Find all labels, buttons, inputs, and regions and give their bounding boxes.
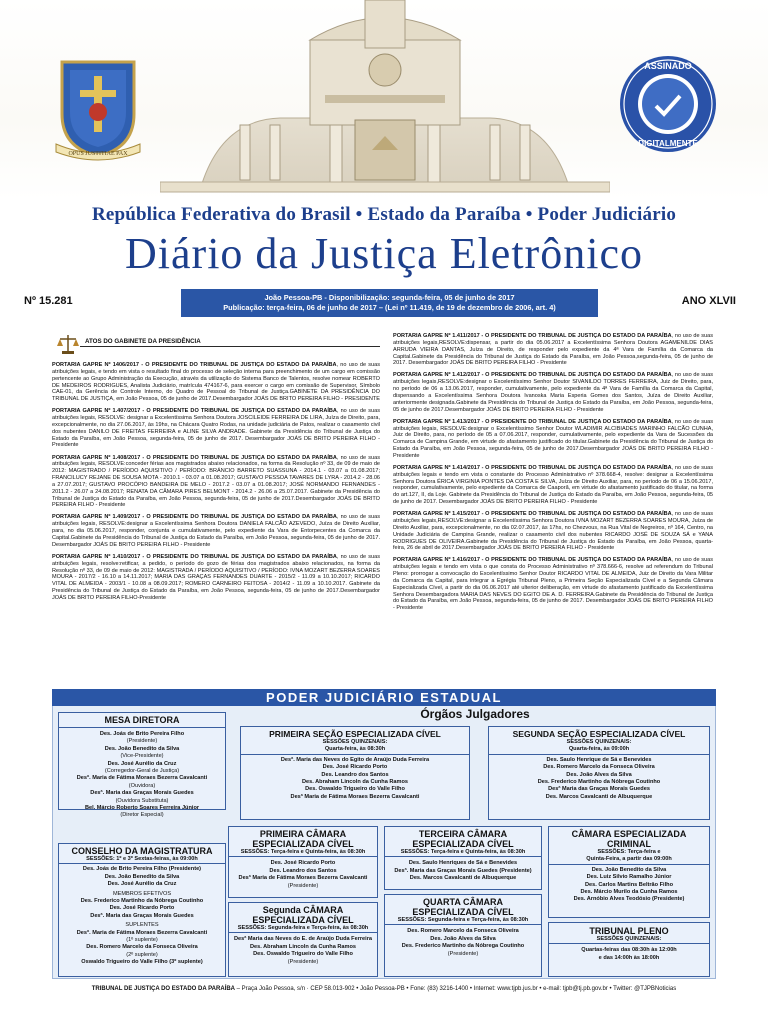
primeira-secao-box: PRIMEIRA SEÇÃO ESPECIALIZADA CÍVEL SESSÕES QUINZENAIS: Quarta-feira, às 08:30h Desª. Maria das Neves do Egito de Araújo Duda Ferreira Des. José Ricardo Porto Des. Leandro dos Santos Des. Abraham Lincoln da Cunha Ramos Des. Oswaldo Trigueiro do Valle Filho Desª Maria de Fátima Moraes Bezerra Cavalcanti [240,726,470,820]
mesa-diretora-box: MESA DIRETORA Des. Joás de Brito Pereira Filho (Presidente) Des. João Benedito da Silva (Vice-Presidente) Des. José Aurélio da Cruz (Corregedor-Geral de Justiça) Desª. Maria de Fátima Moraes Bezerra Cavalcanti (Ouvidora) Desª. Maria das Graças Morais Guedes (Ouvidora Substituta) Bel. Márcio Roberto Soares Ferreira Júnior (Diretor Especial) [58,712,226,810]
terceira-camara-box: TERCEIRA CÂMARA ESPECIALIZADA CÍVEL SESSÕES: Terça-feira e Quinta-feira, às 08:30h Des. Saulo Henriques de Sá e Benevides Desª. Maria das Graças Morais Guedes (Presidente) Des. Marcos Cavalcanti de Albuquerque [384,826,542,890]
issue-line-2: Publicação: terça-feira, 06 de junho de 2017 – (Lei nº 11.419, de 19 de dezembro de 2006, art. 4) [223,302,556,312]
portaria-1410: PORTARIA GAPRE Nº 1.410/2017 - O PRESIDENTE DO TRIBUNAL DE JUSTIÇA DO ESTADO DA PARAÍBA, no uso de suas atribuições legais, resolve:retificar, a pedido, o período do gozo de férias dos magistrados abaixo relacionados, na forma da Resolução nº 33, de 09 de maio de 2012: MAGISTRADA / PERÍODO AQUISITIVO / PERÍODO: IVNA MOZART BEZERRA SOARES MOURA - 2017/2 - 16.10 a 14.11.2017; MARIA DAS GRAÇAS FERNANDES DUARTE - 2015/2 - 11.09 a 10.10.2017; RICARDO VITAL DE ALMEIDA - 2003/1 - 10.08 a 08.09.2017; ROMERO CARNEIRO FEITOSA - 2014/2 - 11.09 a 10.10.2017. Gabinete da Presidência do Tribunal de Justiça do Estado da Paraíba, em João Pessoa, segunda-feira, 05 de junho de 2017.Desembargador JOÁS DE BRITO PEREIRA FILHO-Presidente [52,553,380,601]
portaria-1407: PORTARIA GAPRE Nº 1.407/2017 - O PRESIDENTE DO TRIBUNAL DE JUSTIÇA DO ESTADO DA PARAÍBA, no uso de suas atribuições legais, RESOLVE: designar a Excelentíssima Senhora Doutora JOSCILEIDE FERREIRA DE LIRA, Juíza de Direito, para, excepcionalmente, no dia 27.06.2017, às 19hs, na Chácara Quatro Rodas, na unidade judiciária de Patos, realizar o casamento civil dos nubentes DANILO DE FREITAS FERREIRA e ALINE SILVA ANDRADE. Gabinete da Presidência do Tribunal de Justiça do Estado da Paraíba, em João Pessoa, segunda-feira, 05 de junho de 2017. Desembargador JOÁS DE BRITO PEREIRA FILHO - Presidente [52,408,380,449]
conselho-magistratura-box: CONSELHO DA MAGISTRATURA SESSÕES: 1º e 3º Sextas-feiras, às 09:00h Des. Joás de Brito Pereira Filho (Presidente) Des. João Benedito da Silva Des. José Aurélio da Cruz MEMBROS EFETIVOS Des. Frederico Martinho da Nóbrega Coutinho Des. José Ricardo Porto Desª. Maria das Graças Morais Guedes SUPLENTES Desª. Maria de Fátima Moraes Bezerra Cavalcanti (1º suplente) Des. Romero Marcelo da Fonseca Oliveira (2º suplente) Oswaldo Trigueiro do Valle Filho (3º suplente) [58,843,226,977]
camara-criminal-box: CÂMARA ESPECIALIZADA CRIMINAL SESSÕES: Terça-feira e Quinta-Feira, a partir das 09:00h Des. João Benedito da Silva Des. Luiz Silvio Ramalho Júnior Des. Carlos Martins Beltrão Filho Des. Márcio Murilo da Cunha Ramos Des. Arnóbio Alves Teodósio (Presidente) [548,826,710,918]
digital-signature-seal-icon [618,54,718,154]
seal-top-text: ASSINADO [644,61,692,71]
seal-bottom-text: DIGITALMENTE [638,139,698,148]
republic-line: República Federativa do Brasil • Estado da Paraíba • Poder Judiciário [91,204,677,225]
quarta-camara-box: QUARTA CÂMARA ESPECIALIZADA CÍVEL SESSÕES: Segunda-feira e Terça-feira, às 08:30h Des. Romero Marcelo da Fonseca Oliveira Des. João Alves da Silva Des. Frederico Martinho da Nóbrega Coutinho (Presidente) [384,894,542,977]
portaria-1411: PORTARIA GAPRE Nº 1.411/2017 - O PRESIDENTE DO TRIBUNAL DE JUSTIÇA DO ESTADO DA PARAÍBA, no uso de suas atribuições legais,RESOLVE:dispensar, a partir do dia 05.06.2017 a Excelentíssima Senhora Doutora AGAMENILDE DIAS ARRUDA VIEIRA DANTAS, Juíza de Direito, de responder pelo expediente da 4ª Vara de Família da Comarca da Capital.Gabinete da Presidência do Tribunal de Justiça do Estado da Paraíba, em João Pessoa,segunda-feira, 05 de junho de 2017. Desembargador JOÁS DE BRITO PEREIRA FILHO - Presidente [393,333,713,367]
issue-row [24,289,744,319]
crest-motto: OPUS JUSTITIAE PAX [68,151,128,157]
crest-icon [42,52,154,164]
issue-dates-box [181,289,598,317]
segunda-secao-box: SEGUNDA SEÇÃO ESPECIALIZADA CÍVEL SESSÕES QUINZENAIS: Quarta-feira, às 09:00h Des. Saulo Henrique de Sá e Benevides Des. Romero Marcelo da Fonseca Oliveira Des. João Alves da Silva Des. Frederico Martinho da Nóbrega Coutinho Desª Maria das Graças Morais Guedes Des. Marcos Cavalcanti de Albuquerque [488,726,710,820]
portaria-1413: PORTARIA GAPRE Nº 1.413/2017 - O PRESIDENTE DO TRIBUNAL DE JUSTIÇA DO ESTADO DA PARAÍBA, no uso de suas atribuições legais, RESOLVE:designar o Excelentíssimo Senhor Doutor WLADIMIR ALCIBIADES MARINHO FALCÃO CUNHA, Juiz de Direito, para, no período de 05 a 07.06.2017, responder, cumulativamente, pelo expediente da Vara de Sucessões da Comarca de Campina Grande, em virtude do afastamento justificado do titular.Gabinete da Presidência do Tribunal de Justiça do Estado da Paraíba, em João Pessoa, segunda-feira, 05 de junho de 2017.Desembargador JOÁS DE BRITO PEREIRA FILHO - Presidente [393,418,713,459]
portaria-1408: PORTARIA GAPRE Nº 1.408/2017 - O PRESIDENTE DO TRIBUNAL DE JUSTIÇA DO ESTADO DA PARAÍBA, no uso de suas atribuições legais, RESOLVE:conceder férias aos magistrados abaixo relacionados, na forma da Resolução nº 33, de 09 de maio de 2012: MAGISTRADO / PERÍODO AQUISITIVO / PERÍODO: BRÁNCIO BARRETO SUASSUNA - 2014.1 - 03.07 a 01.08.2017; FRANCILUCY REJANE DE SOUSA MOTA - 2010.1 - 03.07 a 01.08.2017; GUSTAVO PESSOA TAVARES DE LYRA - 2014.2 - 28.06 a 27.07.2017; GUSTAVO PROCÓPIO BANDEIRA DE MELO - 2017.2 - 03.07 a 01.08.2017; JOSÉ NORMANDO FERNANDES - 2011.2 - 26.07 a 24.08.2017; RENATA DA CÂMARA PIRES BELMONT - 2014.2 - 26.06 a 25.07.2017. Gabinete da Presidência do Tribunal de Justiça do Estado da Paraíba, em João Pessoa, segunda-feira, 05 de junho de 2017.Desembargador JOÁS DE BRITO PEREIRA FILHO - Presidente [52,454,380,509]
portaria-1416: PORTARIA GAPRE Nº 1.416/2017 - O PRESIDENTE DO TRIBUNAL DE JUSTIÇA DO ESTADO DA PARAÍBA, no uso de suas atribuições legais e tendo em vista o que consta do Processo Administrativo nº 378.666-6, resolve ad referendum do Tribunal Pleno: prorrogar a convocação do Excelentíssimo Senhor Doutor RICARDO VITAL DE ALMEIDA, Juiz de Direito da Vara Militar da Comarca da Capital, para integrar a Egrégia Tribunal Pleno, a Primeira Seção Especializada Cível e a Segunda Câmara Especializada Cível, a partir do dia 06.06.2017 até ulterior deliberação, em virtude do afastamento justificado da Excelentíssima Senhora Desembargadora MARIA DAS NEVES DO EGITO DE A. D. FERREIRA.Gabinete da Presidência do Tribunal de Justiça do Estado da Paraíba, em João Pessoa, segunda-feira, 05 de junho de 2017. Desembargador JOÁS DE BRITO PEREIRA FILHO - Presidente [393,557,713,612]
right-column [393,333,713,617]
scales-of-justice-icon [56,333,80,355]
portaria-1414: PORTARIA GAPRE Nº 1.414/2017 - O PRESIDENTE DO TRIBUNAL DE JUSTIÇA DO ESTADO DA PARAÍBA, no uso de suas atribuições legais e tendo em vista o constante do Processo Administrativo nº 378.668-4, resolve: designar a Excelentíssima Senhora Doutora ÉRICA VIRGINIA PONTES DA COSTA E SILVA, Juíza de Direito Auxiliar, para, no período de 06 a 15.06.2017, responder, cumulativamente, pelo expediente da Comarca de Caaporã, em virtude do afastamento justificado do titular, na forma do art.127, II, da Loje. Gabinete da Presidência do Tribunal de Justiça do Estado da Paraíba, em João Pessoa, segunda-feira, 05 de junho de 2017. Desembargador JOÁS DE BRITO PEREIRA FILHO - Presidente [393,464,713,506]
courthouse-facade-icon [160,0,610,200]
portaria-1415: PORTARIA GAPRE Nº 1.415/2017 - O PRESIDENTE DO TRIBUNAL DE JUSTIÇA DO ESTADO DA PARAÍBA, no uso de suas atribuições legais,RESOLVE:designar a Excelentíssima Senhora Doutora IVNA MOZART BEZERRA SOARES MOURA, Juíza de Direito Auxiliar, para, excepcionalmente, no dia 02.07.2017, às 17hs, no Chezvous, na Rua Vital de Negreiros, nº 164, Centro, na Unidade Judiciária de Campina Grande, realizar o casamento civil dos nubentes RICARDO JOSÉ DE SOUZA SÁ e YANA RODRIGUES DE OLIVEIRA.Gabinete da Presidência do Tribunal de Justiça do Estado da Paraíba, em João Pessoa, quarta-feira, 26 de abril de 2017.Desembargador JOÁS DE BRITO PEREIRA FILHO - Presidente [393,511,713,552]
issue-year: ANO XLVII [681,295,736,307]
primeira-camara-box: PRIMEIRA CÂMARA ESPECIALIZADA CÍVEL SESSÕES: Terça-feira e Quinta-feira, às 08:30h Des. José Ricardo Porto Des. Leandro dos Santos Desª Maria de Fátima Moraes Bezerra Cavalcanti (Presidente) [228,826,378,898]
issue-number: Nº 15.281 [24,295,73,307]
conselho-title: CONSELHO DA MAGISTRATURA [71,846,213,856]
primeira-secao-title: PRIMEIRA SEÇÃO ESPECIALIZADA CÍVEL [269,729,441,739]
issue-line-1: João Pessoa-PB - Disponibilização: segunda-feira, 05 de junho de 2017 [264,293,515,302]
poder-judiciario-title: PODER JUDICIÁRIO ESTADUAL [52,689,716,706]
portaria-1412: PORTARIA GAPRE Nº 1.412/2017 - O PRESIDENTE DO TRIBUNAL DE JUSTIÇA DO ESTADO DA PARAÍBA, no uso de suas atribuições legais,RESOLVE:designar o Excelentíssimo Senhor Doutor SIVANILDO TORRES FERREIRA, Juiz de Direito, para, no período de 06 a 13.06.2017, responder, cumulativamente, pelo expediente da 4ª Vara de Família da Comarca da Capital, dispensando a Excelentíssima Senhora Doutora Ivanoska Maria Esperia Gomes dos Santos, Juíza de Direito Auxiliar, anteriormente designada.Gabinete da Presidência do Tribunal de Justiça do Estado da Paraíba, em João Pessoa, segunda-feira, 05 de junho de 2017.Desembargador JOÁS DE BRITO PEREIRA FILHO - Presidente [393,372,713,413]
masthead-title: Diário da Justiça Eletrônico [125,229,643,278]
segunda-camara-box: Segunda CÂMARA ESPECIALIZADA CÍVEL SESSÕES: Segunda-feira e Terça-feira, às 08:30h Desª Maria das Neves do E. de Araújo Duda Ferreira Des. Abraham Lincoln da Cunha Ramos Des. Oswaldo Trigueiro do Valle Filho (Presidente) [228,902,378,977]
orgaos-julgadores-label: Órgãos Julgadores [420,707,530,721]
portaria-1406: PORTARIA GAPRE Nº 1406/2017 - O PRESIDENTE DO TRIBUNAL DE JUSTIÇA DO ESTADO DA PARAÍBA, no uso de suas atribuições legais, e tendo em vista o resultado final do processo de seleção interna para preenchimento de um cargo em comissão pertencente ao Grupo Administração da Execução, através da utilização do Sistema Banco de Talentos, resolve nomear ROBERTO DE MEDEIROS RODRIGUES, Analista Judiciário, matrícula 474167-6, para exercer o cargo em comissão de Supervisor, Símbolo CAE-01, da Gerência de Controle Interno, do Quadro de Pessoal do Tribunal de Justiça.GABINETE DA PRESIDÊNCIA DO TRIBUNAL DE JUSTIÇA, em João Pessoa, 05 de junho de 2017.Desembargador JOÁS DE BRITO PEREIRA FILHO - PRESIDENTE [52,362,381,403]
tribunal-pleno-box: TRIBUNAL PLENO SESSÕES QUINZENAIS: Quartas-feiras das 08:30h às 12:00h e das 14:00h às 18:00h [548,922,710,977]
section-title: ATOS DO GABINETE DA PRESIDÊNCIA [85,338,201,345]
segunda-secao-title: SEGUNDA SEÇÃO ESPECIALIZADA CÍVEL [512,729,686,739]
portaria-1409: PORTARIA GAPRE Nº 1.409/2017 - O PRESIDENTE DO TRIBUNAL DE JUSTIÇA DO ESTADO DA PARAÍBA, no uso de suas atribuições legais, RESOLVE:designar a Excelentíssima Senhora Doutora DANIELA FALCÃO AZEVEDO, Juíza de Direito Auxiliar, para, no dia 05.06.2017, responder, conjunta e cumulativamente, pelo expediente da Vara de Entorpecentes da Comarca da Capital.Gabinete da Presidência do Tribunal de Justiça do Estado da Paraíba, em João Pessoa, segunda-feira, 05 de junho de 2017. Desembargador JOÁS DE BRITO PEREIRA FILHO - Presidente [52,514,380,548]
mesa-diretora-title: MESA DIRETORA [59,713,225,728]
left-column [52,333,380,607]
section-header [52,333,380,359]
footer-address: TRIBUNAL DE JUSTIÇA DO ESTADO DA PARAÍBA – Praça João Pessoa, s/n · CEP 58.013-902 • João Pessoa-PB • Fone: (83) 3216-1400 • Internet: www.tjpb.jus.br • e-mail: tjpb@tj.pb.gov.br • Twitter: @TJPBNoticias [91,986,677,992]
